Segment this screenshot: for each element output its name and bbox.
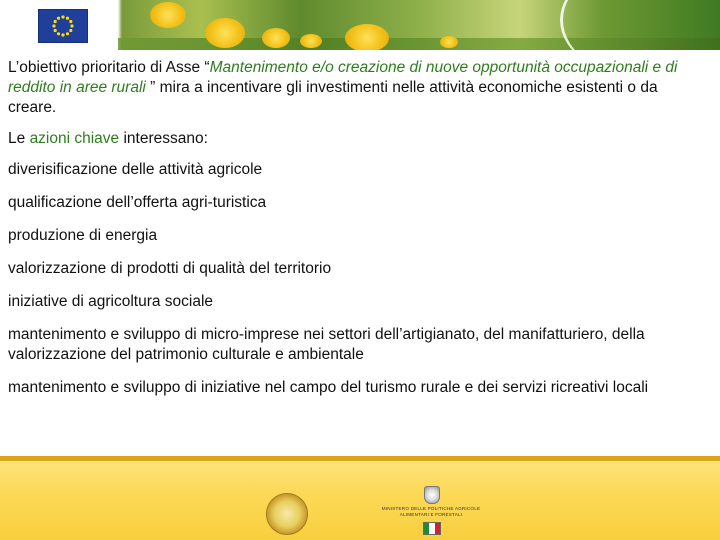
ministry-line-2: ALIMENTARI E FORESTALI [399, 512, 463, 517]
dandelion-icon [150, 2, 186, 28]
main-content [8, 58, 698, 411]
dandelion-icon [345, 24, 389, 50]
italy-flag-icon [423, 522, 441, 535]
dandelion-icon [262, 28, 290, 48]
list-item: produzione di energia [8, 227, 158, 244]
key-actions-highlight: azioni chiave [29, 130, 120, 147]
intro-paragraph [8, 58, 698, 118]
banner-arc [560, 0, 720, 50]
list-item: qualificazione dell’offerta agri-turistica [8, 194, 267, 211]
dandelion-icon [300, 34, 322, 48]
eu-flag-icon [38, 9, 88, 43]
intro-suffix: ” mira a incentivare gli investimenti nelle attività economiche esistenti o da creare. [8, 79, 658, 116]
key-actions-suffix: interessano: [119, 130, 208, 147]
list-item: iniziative di agricoltura sociale [8, 293, 214, 310]
ministry-line-1: MINISTERO DELLE POLITICHE AGRICOLE [381, 506, 481, 511]
list-item: diverisificazione delle attività agricole [8, 161, 263, 178]
header-banner [0, 0, 720, 50]
dandelion-icon [440, 36, 458, 48]
intro-highlight: Mantenimento e/o creazione di nuove opportunità occupazionali e di reddito in aree rurali [8, 59, 678, 96]
list-item: valorizzazione di prodotti di qualità del territorio [8, 260, 332, 277]
footer-band [0, 461, 720, 540]
list-item: mantenimento e sviluppo di micro-imprese nei settori dell’artigianato, del manifatturiero, della valorizzazione del patrimonio culturale e ambientale [8, 326, 645, 363]
republic-emblem-icon [424, 486, 440, 504]
dandelion-icon [205, 18, 245, 48]
intro-prefix: L’obiettivo prioritario di Asse “ [8, 59, 210, 76]
round-seal-icon [266, 493, 308, 535]
key-actions-prefix: Le [8, 130, 30, 147]
key-actions-paragraph [8, 129, 698, 149]
list-item: mantenimento e sviluppo di iniziative nel campo del turismo rurale e dei servizi ricreativi locali [8, 379, 649, 396]
ministry-label [366, 506, 496, 518]
